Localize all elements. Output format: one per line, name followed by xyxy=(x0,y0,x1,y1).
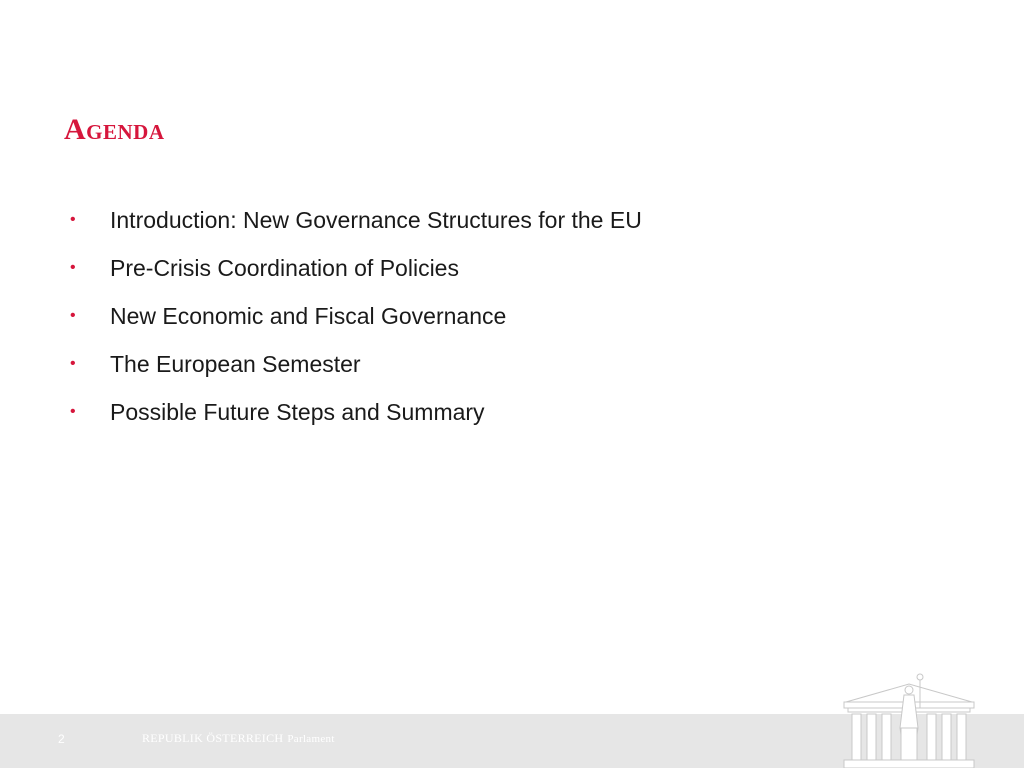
list-item-text: Introduction: New Governance Structures for the EU xyxy=(110,206,642,233)
page-number: 2 xyxy=(58,732,65,746)
slide-title: Agenda xyxy=(64,113,165,146)
list-item xyxy=(70,244,642,292)
organization-name: REPUBLIK ÖSTERREICH xyxy=(142,731,284,745)
list-item xyxy=(70,340,642,388)
bullet-icon: • xyxy=(70,307,76,324)
organization-sub: Parlament xyxy=(287,733,335,745)
list-item-text: Pre-Crisis Coordination of Policies xyxy=(110,254,459,281)
agenda-list xyxy=(70,196,642,436)
list-item-text: Possible Future Steps and Summary xyxy=(110,398,485,425)
list-item xyxy=(70,292,642,340)
parliament-building-icon xyxy=(838,668,980,768)
list-item xyxy=(70,196,642,244)
bullet-icon: • xyxy=(70,403,76,420)
bullet-icon: • xyxy=(70,211,76,228)
footer-organization xyxy=(142,731,335,746)
list-item-text: New Economic and Fiscal Governance xyxy=(110,302,507,329)
list-item-text: The European Semester xyxy=(110,350,361,377)
bullet-icon: • xyxy=(70,355,76,372)
bullet-icon: • xyxy=(70,259,76,276)
list-item xyxy=(70,388,642,436)
